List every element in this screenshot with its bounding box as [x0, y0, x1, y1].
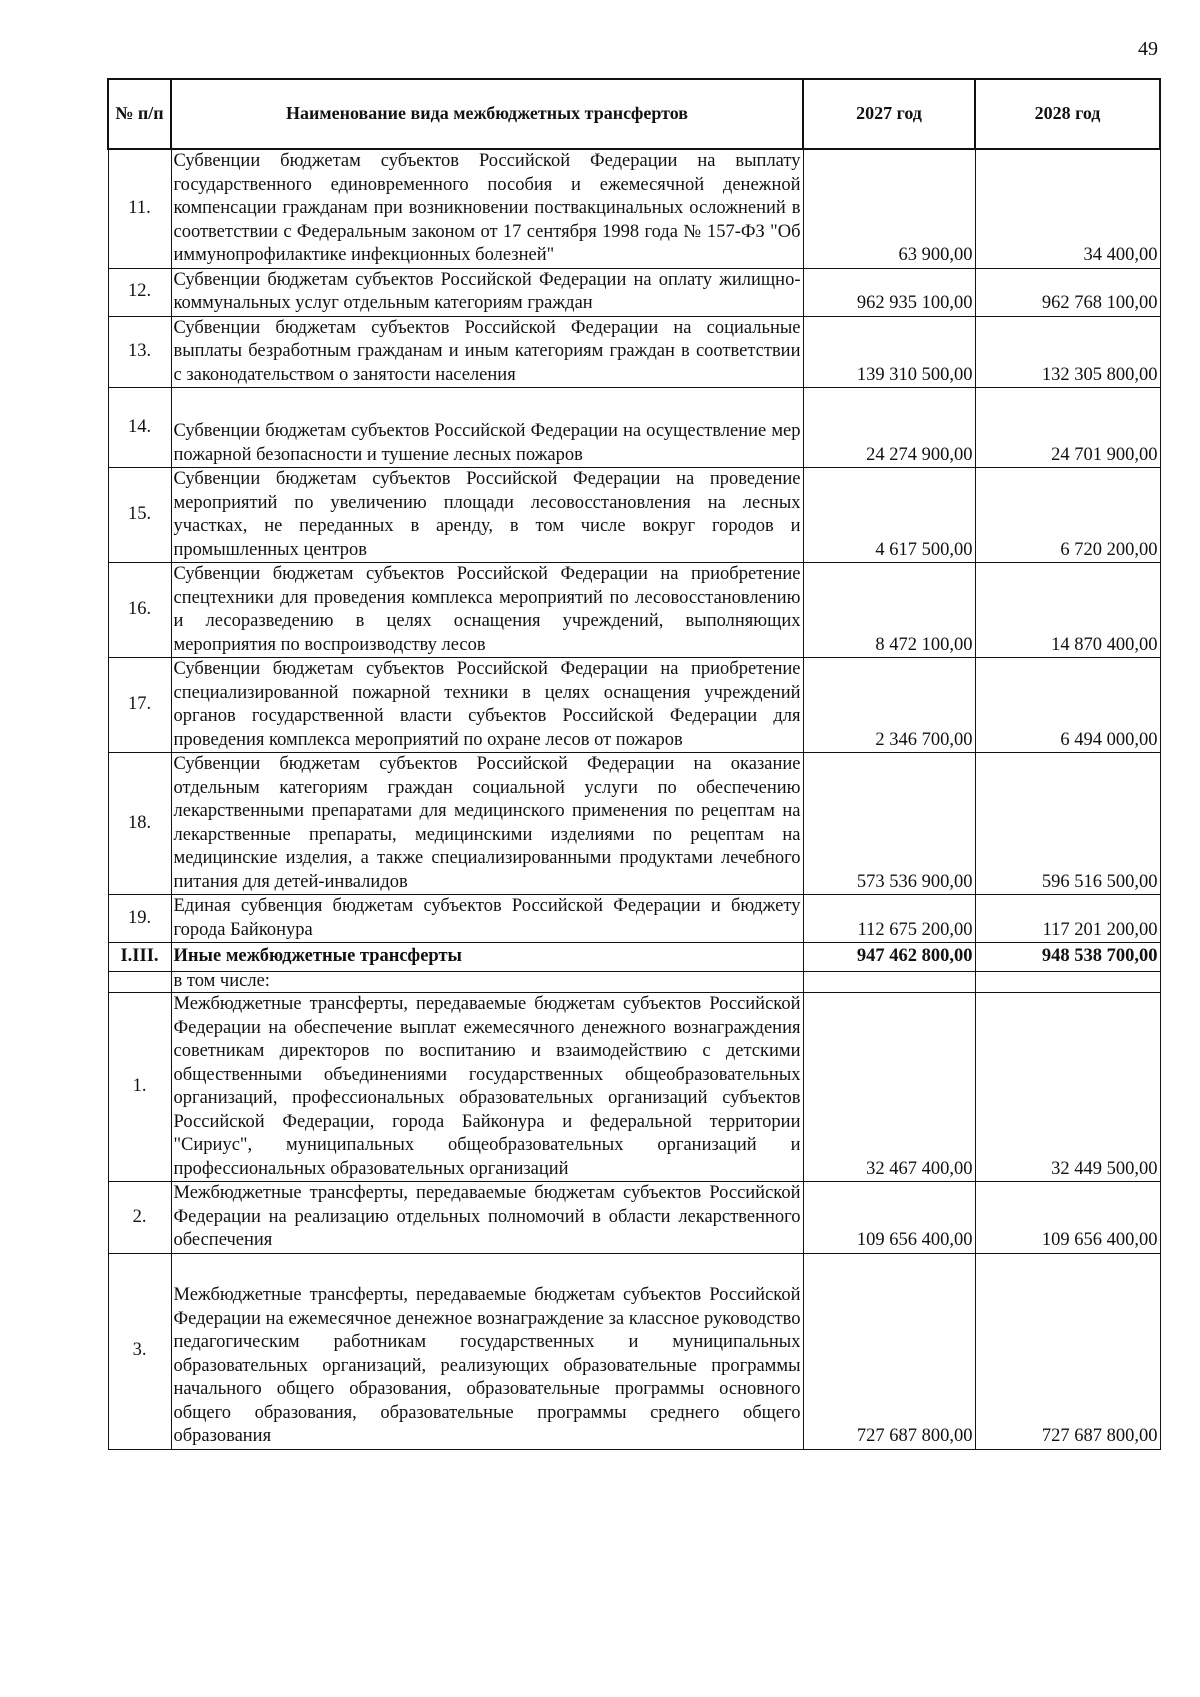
row-value-2028: 727 687 800,00	[975, 1253, 1160, 1449]
row-value-2027: 112 675 200,00	[803, 895, 975, 943]
row-num: 19.	[108, 895, 171, 943]
section-value-2027: 947 462 800,00	[803, 943, 975, 972]
table-row	[108, 563, 1160, 658]
including-num-cell	[108, 972, 171, 993]
row-name: Субвенции бюджетам субъектов Российской Федерации на осуществление мер пожарной безопасности и тушение лесных пожаров	[171, 388, 803, 468]
table-row	[108, 658, 1160, 753]
row-value-2028: 109 656 400,00	[975, 1182, 1160, 1254]
including-row	[108, 972, 1160, 993]
table-row	[108, 316, 1160, 388]
row-name: Межбюджетные трансферты, передаваемые бюджетам субъектов Российской Федерации на обеспечение выплат ежемесячного денежного вознаграждения советникам директоров по воспитанию и взаимодействию с детскими общественными объединениями государственных общеобразовательных организаций, профессиональных образовательных организаций субъектов Российской Федерации, города Байконура и федеральной территории "Сириус", муниципальных общеобразовательных организаций и профессиональных образовательных организаций	[171, 993, 803, 1182]
row-num: 14.	[108, 388, 171, 468]
header-num: № п/п	[108, 79, 171, 149]
row-name: Субвенции бюджетам субъектов Российской Федерации на оказание отдельным категориям граждан социальной услуги по обеспечению лекарственными препаратами для медицинского применения по рецептам на лекарственные препараты, медицинскими изделиями по рецептам на медицинские изделия, а также специализированными продуктами лечебного питания для детей-инвалидов	[171, 753, 803, 895]
row-value-2028: 32 449 500,00	[975, 993, 1160, 1182]
table-row	[108, 468, 1160, 563]
row-num: 13.	[108, 316, 171, 388]
including-label: в том числе:	[171, 972, 803, 993]
row-value-2028: 24 701 900,00	[975, 388, 1160, 468]
page-number: 49	[1138, 38, 1158, 60]
row-value-2028: 6 494 000,00	[975, 658, 1160, 753]
table-row	[108, 753, 1160, 895]
row-value-2027: 32 467 400,00	[803, 993, 975, 1182]
row-value-2028: 34 400,00	[975, 149, 1160, 268]
row-value-2027: 4 617 500,00	[803, 468, 975, 563]
row-name: Субвенции бюджетам субъектов Российской Федерации на приобретение спецтехники для проведения комплекса мероприятий по лесовосстановлению и лесоразведению в целях оснащения учреждений, выполняющих мероприятия по воспроизводству лесов	[171, 563, 803, 658]
row-num: 2.	[108, 1182, 171, 1254]
row-value-2028: 132 305 800,00	[975, 316, 1160, 388]
row-name: Субвенции бюджетам субъектов Российской Федерации на приобретение специализированной пожарной техники в целях оснащения учреждений органов государственной власти субъектов Российской Федерации для проведения комплекса мероприятий по охране лесов от пожаров	[171, 658, 803, 753]
row-value-2027: 573 536 900,00	[803, 753, 975, 895]
section-num: I.III.	[108, 943, 171, 972]
header-2027: 2027 год	[803, 79, 975, 149]
row-num: 17.	[108, 658, 171, 753]
row-value-2028: 14 870 400,00	[975, 563, 1160, 658]
row-num: 15.	[108, 468, 171, 563]
row-name: Межбюджетные трансферты, передаваемые бюджетам субъектов Российской Федерации на реализацию отдельных полномочий в области лекарственного обеспечения	[171, 1182, 803, 1254]
header-2028: 2028 год	[975, 79, 1160, 149]
row-name: Субвенции бюджетам субъектов Российской Федерации на оплату жилищно-коммунальных услуг отдельным категориям граждан	[171, 268, 803, 316]
section-row	[108, 943, 1160, 972]
row-value-2028: 596 516 500,00	[975, 753, 1160, 895]
including-2028-cell	[975, 972, 1160, 993]
row-value-2028: 962 768 100,00	[975, 268, 1160, 316]
row-value-2028: 6 720 200,00	[975, 468, 1160, 563]
row-num: 16.	[108, 563, 171, 658]
row-value-2027: 139 310 500,00	[803, 316, 975, 388]
row-value-2028: 117 201 200,00	[975, 895, 1160, 943]
row-name: Межбюджетные трансферты, передаваемые бюджетам субъектов Российской Федерации на ежемесячное денежное вознаграждение за классное руководство педагогическим работникам государственных и муниципальных образовательных организаций, реализующих образовательные программы начального общего образования, образовательные программы основного общего образования, образовательные программы среднего общего образования	[171, 1253, 803, 1449]
table-row	[108, 1253, 1160, 1449]
table-row	[108, 149, 1160, 268]
row-value-2027: 24 274 900,00	[803, 388, 975, 468]
section-name: Иные межбюджетные трансферты	[171, 943, 803, 972]
row-value-2027: 8 472 100,00	[803, 563, 975, 658]
table-row	[108, 1182, 1160, 1254]
row-num: 12.	[108, 268, 171, 316]
row-value-2027: 63 900,00	[803, 149, 975, 268]
row-name: Субвенции бюджетам субъектов Российской Федерации на проведение мероприятий по увеличению площади лесовосстановления на лесных участках, не переданных в аренду, в том числе вокруг городов и промышленных центров	[171, 468, 803, 563]
table-row	[108, 388, 1160, 468]
table-row	[108, 268, 1160, 316]
section-value-2028: 948 538 700,00	[975, 943, 1160, 972]
row-name: Единая субвенция бюджетам субъектов Российской Федерации и бюджету города Байконура	[171, 895, 803, 943]
row-value-2027: 962 935 100,00	[803, 268, 975, 316]
row-num: 3.	[108, 1253, 171, 1449]
row-value-2027: 727 687 800,00	[803, 1253, 975, 1449]
row-value-2027: 2 346 700,00	[803, 658, 975, 753]
row-num: 11.	[108, 149, 171, 268]
table-row	[108, 895, 1160, 943]
table-row	[108, 993, 1160, 1182]
including-2027-cell	[803, 972, 975, 993]
row-name: Субвенции бюджетам субъектов Российской Федерации на выплату государственного единовременного пособия и ежемесячной денежной компенсации гражданам при возникновении поствакцинальных осложнений в соответствии с Федеральным законом от 17 сентября 1998 года № 157-ФЗ "Об иммунопрофилактике инфекционных болезней"	[171, 149, 803, 268]
row-name: Субвенции бюджетам субъектов Российской Федерации на социальные выплаты безработным гражданам и иным категориям граждан в соответствии с законодательством о занятости населения	[171, 316, 803, 388]
row-num: 18.	[108, 753, 171, 895]
transfers-table	[107, 78, 1161, 1450]
row-value-2027: 109 656 400,00	[803, 1182, 975, 1254]
row-num: 1.	[108, 993, 171, 1182]
header-name: Наименование вида межбюджетных трансфертов	[171, 79, 803, 149]
table-header-row	[108, 79, 1160, 149]
